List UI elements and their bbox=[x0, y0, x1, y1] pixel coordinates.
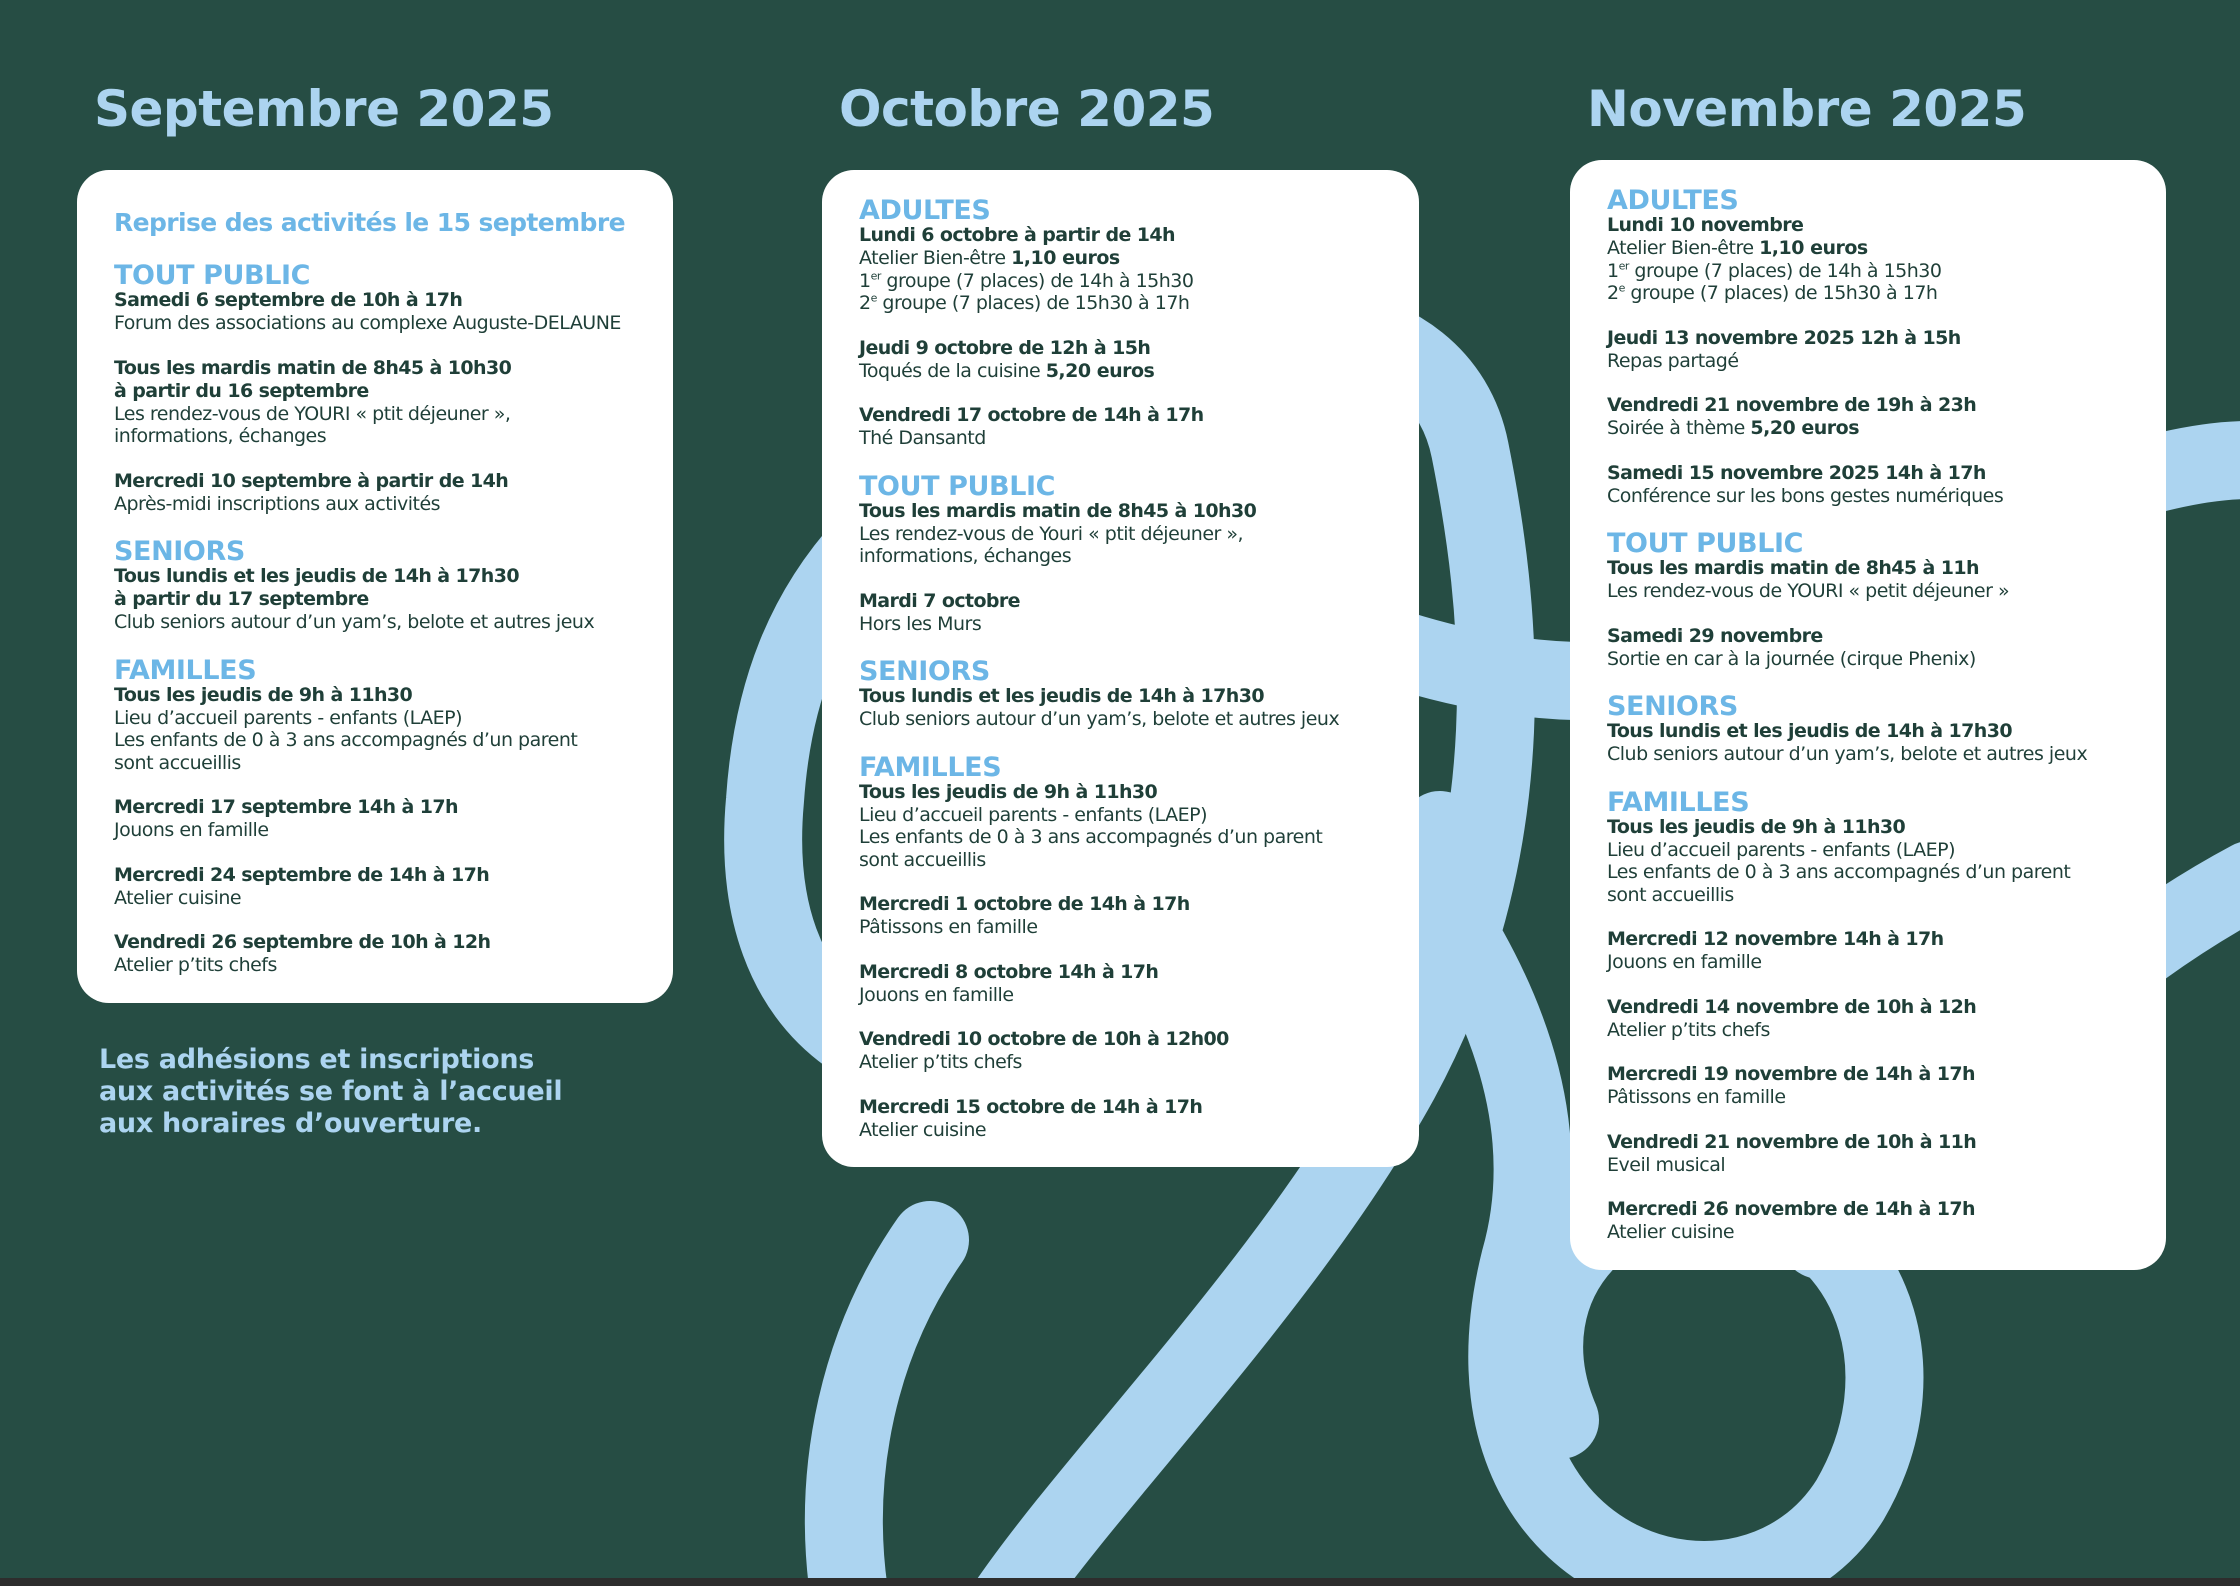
event-title: Tous les mardis matin de 8h45 à 11h bbox=[1607, 557, 1979, 579]
detail-text: Les enfants de 0 à 3 ans accompagnés d’un parent bbox=[859, 826, 1323, 848]
note-line: Les adhésions et inscriptions bbox=[99, 1044, 535, 1075]
month-title-november: Novembre 2025 bbox=[1587, 80, 2027, 138]
event-title: Tous lundis et les jeudis de 14h à 17h30 bbox=[859, 685, 1264, 707]
card-intro: Reprise des activités le 15 septembre bbox=[114, 208, 625, 237]
event-title: Tous lundis et les jeudis de 14h à 17h30 bbox=[114, 565, 519, 587]
event-detail bbox=[859, 708, 1389, 731]
event-detail bbox=[1607, 743, 2136, 766]
event-item bbox=[859, 1028, 1389, 1074]
event-item bbox=[114, 931, 643, 977]
event-item bbox=[1607, 928, 2136, 974]
superscript: er bbox=[1618, 259, 1629, 273]
detail-text: Les enfants de 0 à 3 ans accompagnés d’un parent bbox=[1607, 861, 2071, 883]
section-seniors bbox=[859, 656, 1389, 731]
event-title: Mercredi 15 octobre de 14h à 17h bbox=[859, 1095, 1203, 1118]
event-detail bbox=[1607, 951, 2136, 974]
event-detail bbox=[1607, 350, 2136, 373]
section-title: ADULTES bbox=[859, 195, 991, 226]
event-item bbox=[1607, 214, 2136, 305]
event-title: Mercredi 17 septembre 14h à 17h bbox=[114, 796, 458, 818]
event-item bbox=[1607, 625, 2136, 671]
event-item bbox=[859, 685, 1389, 731]
event-detail bbox=[859, 270, 1389, 293]
detail-text: groupe (7 places) de 15h30 à 17h bbox=[1624, 282, 1938, 304]
note-line: aux activités se font à l’accueil bbox=[99, 1076, 563, 1107]
section-familles bbox=[114, 654, 643, 977]
section-tout-public bbox=[1607, 528, 2136, 670]
section-adultes bbox=[859, 195, 1389, 450]
event-item bbox=[1607, 1063, 2136, 1109]
event-detail bbox=[1607, 1086, 2136, 1109]
detail-text: Après-midi inscriptions aux activités bbox=[114, 492, 441, 515]
event-item bbox=[114, 289, 643, 335]
price-text: 1,10 euros bbox=[1011, 247, 1120, 269]
event-item bbox=[1607, 720, 2136, 766]
event-detail bbox=[859, 523, 1389, 546]
event-title: Samedi 15 novembre 2025 14h à 17h bbox=[1607, 461, 1986, 484]
detail-text: Lieu d’accueil parents - enfants (LAEP) bbox=[114, 706, 463, 729]
event-title: Tous les mardis matin de 8h45 à 10h30 bbox=[114, 356, 512, 379]
swirl-stroke-5 bbox=[844, 1240, 930, 1586]
event-detail bbox=[1607, 260, 2136, 283]
event-item bbox=[859, 590, 1389, 636]
event-detail bbox=[114, 954, 643, 977]
detail-text: Conférence sur les bons gestes numériques bbox=[1607, 484, 2004, 507]
detail-text: Atelier Bien-être bbox=[1607, 237, 1760, 259]
event-detail bbox=[1607, 839, 2136, 862]
event-title: Mercredi 8 octobre 14h à 17h bbox=[859, 960, 1159, 983]
detail-text: Les rendez-vous de Youri « ptit déjeuner », bbox=[859, 522, 1244, 545]
month-title-october: Octobre 2025 bbox=[839, 80, 1215, 138]
detail-text: Atelier Bien-être bbox=[859, 247, 1012, 269]
event-title: Samedi 6 septembre de 10h à 17h bbox=[114, 289, 463, 311]
event-detail bbox=[1607, 580, 2136, 603]
event-detail bbox=[114, 752, 643, 775]
event-title: Jeudi 13 novembre 2025 12h à 15h bbox=[1607, 326, 1961, 349]
superscript: e bbox=[870, 291, 877, 305]
event-item bbox=[1607, 462, 2136, 508]
event-detail bbox=[859, 1051, 1389, 1074]
event-title: Lundi 10 novembre bbox=[1607, 214, 1804, 236]
detail-text: sont accueillis bbox=[114, 751, 241, 774]
event-title: Tous les mardis matin de 8h45 à 10h30 bbox=[859, 499, 1257, 522]
event-item bbox=[859, 961, 1389, 1007]
event-title: Tous les jeudis de 9h à 11h30 bbox=[1607, 815, 1906, 838]
section-title: FAMILLES bbox=[114, 654, 257, 686]
event-detail bbox=[859, 360, 1389, 383]
event-item bbox=[1607, 394, 2136, 440]
section-familles bbox=[1607, 786, 2136, 1244]
event-item bbox=[859, 893, 1389, 939]
event-item bbox=[114, 864, 643, 910]
section-title: SENIORS bbox=[114, 536, 245, 567]
event-detail bbox=[1607, 417, 2136, 440]
event-title: Mercredi 19 novembre de 14h à 17h bbox=[1607, 1063, 1975, 1085]
event-detail bbox=[114, 819, 643, 842]
section-familles bbox=[859, 751, 1389, 1142]
event-item bbox=[1607, 1198, 2136, 1244]
detail-text: Club seniors autour d’un yam’s, belote et autres jeux bbox=[1607, 743, 2088, 765]
detail-text: Atelier p’tits chefs bbox=[859, 1051, 1022, 1073]
event-detail bbox=[114, 312, 643, 335]
price-text: 1,10 euros bbox=[1759, 237, 1868, 259]
event-title: Mercredi 1 octobre de 14h à 17h bbox=[859, 893, 1190, 915]
event-title: Mercredi 12 novembre 14h à 17h bbox=[1607, 928, 1944, 950]
section-seniors bbox=[1607, 691, 2136, 766]
note-line: aux horaires d’ouverture. bbox=[99, 1108, 483, 1139]
section-title: SENIORS bbox=[859, 656, 990, 687]
section-tout-public bbox=[859, 470, 1389, 636]
detail-text: Jouons en famille bbox=[859, 983, 1014, 1006]
event-item bbox=[859, 404, 1389, 450]
detail-text: Hors les Murs bbox=[859, 612, 982, 635]
detail-text: 2 bbox=[859, 292, 871, 314]
price-text: 5,20 euros bbox=[1045, 359, 1155, 382]
detail-text: 1 bbox=[859, 269, 871, 292]
event-item bbox=[859, 781, 1389, 872]
event-title: Vendredi 26 septembre de 10h à 12h bbox=[114, 931, 491, 953]
event-title: Vendredi 17 octobre de 14h à 17h bbox=[859, 404, 1204, 426]
event-detail bbox=[1607, 237, 2136, 260]
event-item bbox=[1607, 996, 2136, 1042]
price-text: 5,20 euros bbox=[1750, 417, 1860, 439]
event-detail bbox=[1607, 282, 2136, 305]
event-title: Lundi 6 octobre à partir de 14h bbox=[859, 224, 1175, 246]
detail-text: Forum des associations au complexe Auguste-DELAUNE bbox=[114, 312, 621, 334]
registration-note bbox=[99, 1044, 659, 1140]
event-detail bbox=[114, 707, 643, 730]
detail-text: 2 bbox=[1607, 282, 1619, 304]
event-title: Tous les jeudis de 9h à 11h30 bbox=[859, 780, 1158, 803]
detail-text: Eveil musical bbox=[1607, 1153, 1726, 1176]
event-detail bbox=[114, 729, 643, 752]
section-title: FAMILLES bbox=[1607, 786, 1750, 818]
event-item bbox=[114, 357, 643, 448]
event-title: Vendredi 14 novembre de 10h à 12h bbox=[1607, 995, 1977, 1018]
detail-text: sont accueillis bbox=[1607, 883, 1734, 906]
event-detail bbox=[859, 613, 1389, 636]
event-detail bbox=[859, 1119, 1389, 1142]
event-detail bbox=[859, 916, 1389, 939]
event-item bbox=[1607, 1131, 2136, 1177]
event-item bbox=[1607, 816, 2136, 907]
event-item bbox=[114, 684, 643, 775]
section-title: SENIORS bbox=[1607, 691, 1738, 722]
superscript: er bbox=[870, 269, 881, 283]
event-title: à partir du 16 septembre bbox=[114, 379, 369, 402]
event-title: Vendredi 21 novembre de 10h à 11h bbox=[1607, 1130, 1977, 1153]
bottom-edge-strip bbox=[0, 1578, 2240, 1586]
detail-text: Club seniors autour d’un yam’s, belote et autres jeux bbox=[859, 708, 1340, 730]
event-detail bbox=[859, 427, 1389, 450]
detail-text: 1 bbox=[1607, 259, 1619, 282]
detail-text: Atelier p’tits chefs bbox=[114, 954, 277, 976]
event-item bbox=[859, 337, 1389, 383]
detail-text: sont accueillis bbox=[859, 848, 986, 871]
detail-text: Atelier cuisine bbox=[114, 886, 242, 909]
event-detail bbox=[114, 611, 643, 634]
section-title: TOUT PUBLIC bbox=[114, 260, 311, 291]
event-detail bbox=[859, 984, 1389, 1007]
event-detail bbox=[859, 247, 1389, 270]
detail-text: Atelier cuisine bbox=[859, 1118, 987, 1141]
event-detail bbox=[1607, 1019, 2136, 1042]
event-detail bbox=[1607, 861, 2136, 884]
superscript: e bbox=[1618, 281, 1625, 295]
month-card-september bbox=[77, 170, 673, 1003]
event-detail bbox=[114, 887, 643, 910]
month-title-september: Septembre 2025 bbox=[94, 80, 554, 138]
event-title: Vendredi 10 octobre de 10h à 12h00 bbox=[859, 1028, 1229, 1050]
detail-text: Lieu d’accueil parents - enfants (LAEP) bbox=[859, 803, 1208, 826]
event-item bbox=[859, 500, 1389, 568]
section-title: TOUT PUBLIC bbox=[859, 470, 1056, 502]
detail-text: Les rendez-vous de YOURI « petit déjeuner » bbox=[1607, 580, 2010, 602]
event-detail bbox=[859, 849, 1389, 872]
detail-text: groupe (7 places) de 14h à 15h30 bbox=[880, 269, 1194, 292]
section-seniors bbox=[114, 536, 643, 634]
detail-text: Pâtissons en famille bbox=[859, 916, 1038, 938]
event-item bbox=[1607, 327, 2136, 373]
event-detail bbox=[114, 403, 643, 426]
detail-text: Les enfants de 0 à 3 ans accompagnés d’un parent bbox=[114, 729, 578, 751]
event-title: Tous lundis et les jeudis de 14h à 17h30 bbox=[1607, 720, 2012, 742]
detail-text: Les rendez-vous de YOURI « ptit déjeuner », bbox=[114, 402, 511, 425]
event-detail bbox=[859, 545, 1389, 568]
event-detail bbox=[859, 292, 1389, 315]
detail-text: informations, échanges bbox=[114, 425, 327, 447]
event-title: Mardi 7 octobre bbox=[859, 589, 1020, 612]
event-item bbox=[114, 796, 643, 842]
detail-text: Repas partagé bbox=[1607, 349, 1739, 372]
detail-text: Lieu d’accueil parents - enfants (LAEP) bbox=[1607, 838, 1956, 861]
detail-text: groupe (7 places) de 15h30 à 17h bbox=[876, 292, 1190, 314]
detail-text: Club seniors autour d’un yam’s, belote et autres jeux bbox=[114, 611, 595, 633]
event-detail bbox=[1607, 485, 2136, 508]
event-item bbox=[859, 1096, 1389, 1142]
event-detail bbox=[859, 826, 1389, 849]
event-title: Mercredi 26 novembre de 14h à 17h bbox=[1607, 1198, 1975, 1220]
event-detail bbox=[114, 425, 643, 448]
detail-text: Toqués de la cuisine bbox=[859, 359, 1046, 382]
detail-text: Jouons en famille bbox=[1607, 951, 1762, 973]
event-detail bbox=[1607, 1221, 2136, 1244]
event-detail bbox=[114, 493, 643, 516]
detail-text: Jouons en famille bbox=[114, 819, 269, 841]
detail-text: groupe (7 places) de 14h à 15h30 bbox=[1628, 259, 1942, 282]
section-title: FAMILLES bbox=[859, 751, 1002, 783]
event-title: Tous les jeudis de 9h à 11h30 bbox=[114, 683, 413, 706]
event-detail bbox=[859, 804, 1389, 827]
section-tout-public bbox=[114, 260, 643, 515]
detail-text: Sortie en car à la journée (cirque Phenix) bbox=[1607, 647, 1976, 670]
event-title: Mercredi 24 septembre de 14h à 17h bbox=[114, 863, 490, 886]
detail-text: Pâtissons en famille bbox=[1607, 1086, 1786, 1108]
month-card-october bbox=[822, 170, 1419, 1167]
section-adultes bbox=[1607, 185, 2136, 507]
section-title: TOUT PUBLIC bbox=[1607, 528, 1804, 559]
section-title: ADULTES bbox=[1607, 185, 1739, 216]
event-item bbox=[114, 470, 643, 516]
event-title: Samedi 29 novembre bbox=[1607, 624, 1823, 647]
event-detail bbox=[1607, 884, 2136, 907]
detail-text: informations, échanges bbox=[859, 545, 1072, 567]
event-detail bbox=[1607, 648, 2136, 671]
event-detail bbox=[1607, 1154, 2136, 1177]
detail-text: Thé Dansantd bbox=[859, 427, 986, 449]
detail-text: Atelier p’tits chefs bbox=[1607, 1018, 1770, 1041]
detail-text: Atelier cuisine bbox=[1607, 1221, 1735, 1243]
event-title: Jeudi 9 octobre de 12h à 15h bbox=[859, 336, 1151, 359]
event-item bbox=[1607, 557, 2136, 603]
event-title: Vendredi 21 novembre de 19h à 23h bbox=[1607, 394, 1977, 416]
event-title: à partir du 17 septembre bbox=[114, 588, 369, 610]
detail-text: Soirée à thème bbox=[1607, 417, 1751, 439]
event-item bbox=[859, 224, 1389, 315]
event-title: Mercredi 10 septembre à partir de 14h bbox=[114, 469, 509, 492]
month-card-november bbox=[1570, 160, 2166, 1270]
event-item bbox=[114, 565, 643, 634]
